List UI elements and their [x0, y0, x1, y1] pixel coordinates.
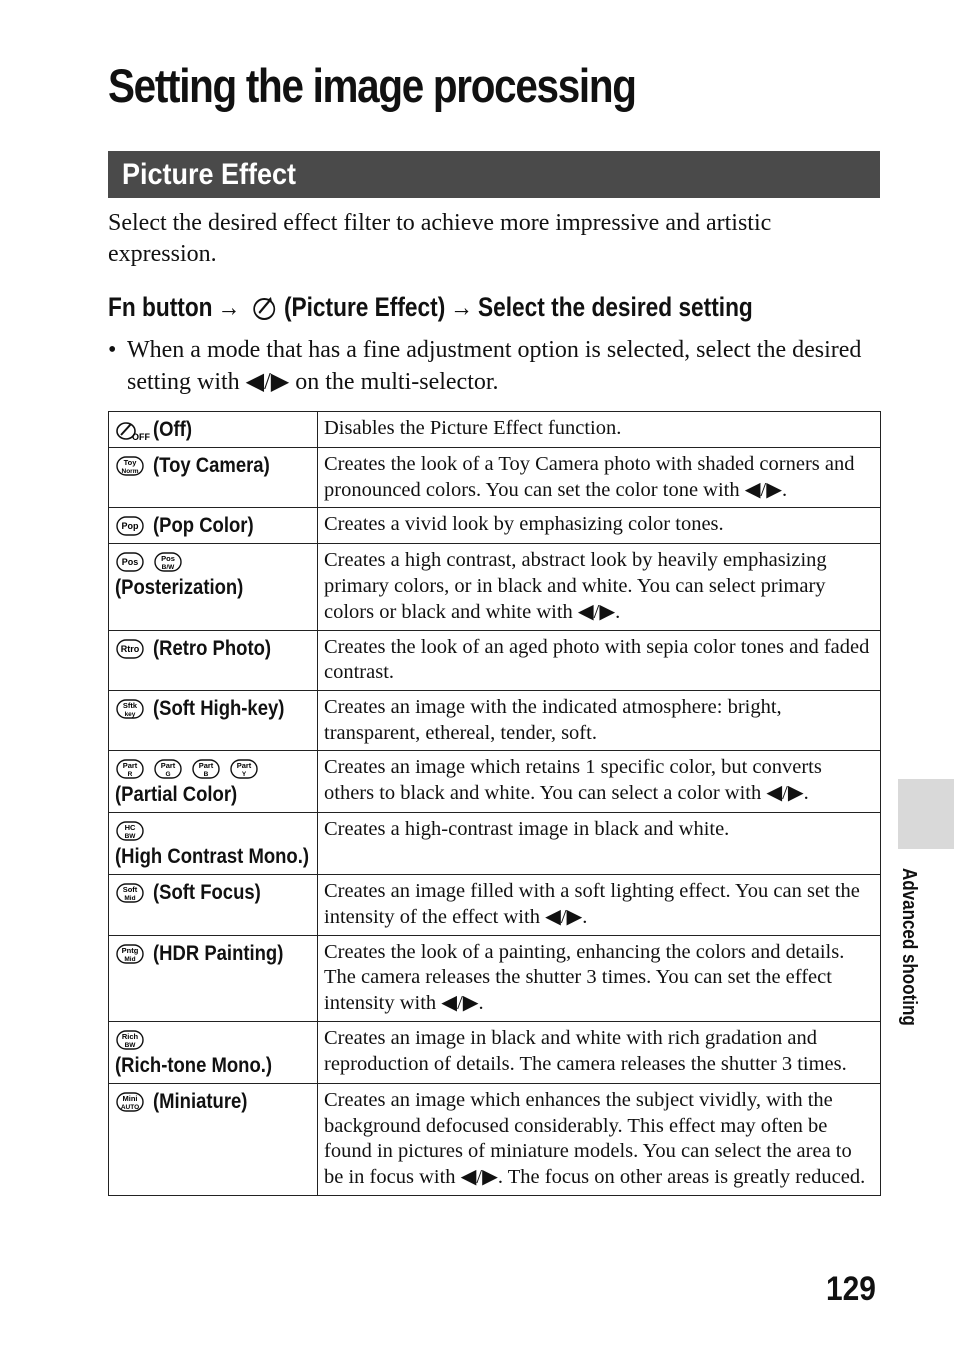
- effect-name-cell: [109, 875, 318, 935]
- effect-icon: [115, 455, 145, 477]
- effect-description: Creates an image with the indicated atmosphere: bright, transparent, ethereal, tender, soft.: [318, 690, 881, 750]
- effect-name: (High Contrast Mono.): [115, 845, 310, 869]
- fn-button-label: Fn button: [108, 292, 213, 322]
- effect-icon: [115, 882, 145, 904]
- table-row: [109, 1083, 881, 1195]
- svg-text:Rich: Rich: [121, 1031, 139, 1041]
- svg-text:OFF: OFF: [132, 432, 150, 442]
- svg-text:BW: BW: [124, 833, 136, 841]
- section-header: [108, 151, 880, 198]
- effect-description: Creates an image which enhances the subject vividly, with the background defocused considerably. This effect may often be found in pictures of miniature models. You can select the area to be in focus with ◀/▶. The focus on other areas is greatly reduced.: [318, 1083, 881, 1195]
- effect-name-cell: [109, 813, 318, 875]
- effect-description: Creates an image filled with a soft lighting effect. You can set the intensity of the effect with ◀/▶.: [318, 875, 881, 935]
- note-text: When a mode that has a fine adjustment option is selected, select the desired setting with ◀/▶ on the multi-selector.: [127, 337, 862, 395]
- effect-description: Creates a high contrast, abstract look by heavily emphasizing primary colors, or in black and white. You can select primary colors or black and white with ◀/▶.: [318, 544, 881, 630]
- table-row: [109, 412, 881, 448]
- effect-name: (Posterization): [115, 576, 244, 600]
- table-row: [109, 630, 881, 690]
- effect-name-cell: [109, 630, 318, 690]
- note-bullet: [108, 334, 868, 398]
- effects-table: [108, 411, 881, 1196]
- effect-name-cell: [109, 690, 318, 750]
- effect-name-cell: [109, 448, 318, 508]
- svg-text:Part: Part: [236, 761, 252, 771]
- svg-text:Sftk: Sftk: [122, 700, 138, 710]
- effect-icon: [115, 758, 145, 780]
- effect-name: (Miniature): [153, 1089, 248, 1113]
- arrow-icon: →: [217, 292, 241, 322]
- svg-text:Mid: Mid: [124, 955, 136, 963]
- table-row: [109, 1021, 881, 1083]
- effect-name: (Soft High-key): [153, 696, 285, 720]
- svg-text:BW: BW: [124, 1041, 136, 1049]
- table-row: [109, 690, 881, 750]
- intro-paragraph: Select the desired effect filter to achieve more impressive and artistic expression.: [108, 210, 772, 267]
- svg-text:Y: Y: [241, 771, 247, 779]
- effect-icon: [115, 943, 145, 965]
- effect-name-cell: [109, 1021, 318, 1083]
- effect-icon: [153, 758, 183, 780]
- select-setting-label: Select the desired setting: [478, 292, 753, 322]
- effect-description: Creates an image in black and white with rich gradation and reproduction of details. The camera releases the shutter 3 times.: [318, 1021, 881, 1083]
- svg-text:Norm: Norm: [121, 468, 139, 475]
- svg-text:Rtro: Rtro: [120, 643, 140, 654]
- table-row: [109, 544, 881, 630]
- effect-name-cell: [109, 751, 318, 813]
- table-row: [109, 935, 881, 1021]
- effect-name-cell: [109, 508, 318, 544]
- svg-text:B/W: B/W: [161, 564, 175, 572]
- effect-description: Creates an image which retains 1 specific color, but converts others to black and white. You can select a color with ◀/▶.: [318, 751, 881, 813]
- page-title: Setting the image processing: [108, 59, 636, 112]
- svg-text:Pntg: Pntg: [121, 945, 139, 955]
- svg-text:Toy: Toy: [123, 458, 137, 467]
- effect-name: (Pop Color): [153, 514, 254, 538]
- chapter-tab: [898, 779, 954, 849]
- svg-text:Part: Part: [160, 761, 176, 771]
- table-row: [109, 813, 881, 875]
- svg-text:key: key: [124, 710, 136, 718]
- picture-effect-label: (Picture Effect): [283, 292, 446, 322]
- effect-description: Creates a vivid look by emphasizing color tones.: [318, 508, 881, 544]
- svg-text:Pos: Pos: [161, 554, 175, 564]
- chapter-label: [893, 868, 923, 1068]
- effect-name: (Retro Photo): [153, 636, 272, 660]
- effect-name: (Partial Color): [115, 783, 238, 807]
- effect-name: (HDR Painting): [153, 941, 284, 965]
- effect-name: (Off): [153, 418, 192, 441]
- effect-icon: [115, 1029, 145, 1051]
- svg-text:G: G: [165, 771, 171, 779]
- effect-icon: [115, 515, 145, 537]
- effect-name-cell: [109, 412, 318, 448]
- effect-icon: [115, 1091, 145, 1113]
- arrow-icon: →: [450, 292, 473, 322]
- svg-text:Pop: Pop: [121, 521, 139, 532]
- svg-text:Part: Part: [122, 761, 138, 771]
- effect-icon: [153, 551, 183, 573]
- svg-text:Soft: Soft: [122, 885, 138, 895]
- effect-name: (Toy Camera): [153, 454, 270, 477]
- effect-icon: [115, 698, 145, 720]
- svg-text:Mid: Mid: [124, 895, 136, 903]
- svg-text:B: B: [203, 771, 209, 779]
- picture-effect-off-icon: [115, 419, 150, 442]
- page-number: 129: [826, 1270, 876, 1308]
- effect-icon: [115, 638, 145, 660]
- section-title: Picture Effect: [122, 158, 297, 191]
- effect-icon: [115, 820, 145, 842]
- effect-name: (Soft Focus): [153, 881, 261, 905]
- effect-description: Disables the Picture Effect function.: [318, 412, 881, 448]
- svg-text:Pos: Pos: [121, 557, 139, 568]
- effect-icon: [229, 758, 259, 780]
- fn-instruction: [108, 292, 753, 328]
- svg-text:Mini: Mini: [122, 1093, 138, 1103]
- svg-text:Part: Part: [198, 761, 214, 771]
- svg-text:HC: HC: [124, 823, 136, 833]
- table-row: [109, 751, 881, 813]
- table-row: [109, 875, 881, 935]
- effect-name-cell: [109, 544, 318, 630]
- chapter-label-text: Advanced shooting: [898, 868, 920, 1026]
- svg-text:R: R: [127, 771, 133, 779]
- effect-name-cell: [109, 1083, 318, 1195]
- effect-name-cell: [109, 935, 318, 1021]
- svg-text:AUTO: AUTO: [120, 1103, 140, 1111]
- effect-icon: [191, 758, 221, 780]
- effect-description: Creates the look of a Toy Camera photo with shaded corners and pronounced colors. You can set the color tone with ◀/▶.: [318, 448, 881, 508]
- table-row: [109, 448, 881, 508]
- table-row: [109, 508, 881, 544]
- effect-icon: [115, 551, 145, 573]
- effect-description: Creates the look of an aged photo with sepia color tones and faded contrast.: [318, 630, 881, 690]
- effect-description: Creates a high-contrast image in black and white.: [318, 813, 881, 875]
- effect-name: (Rich-tone Mono.): [115, 1053, 273, 1077]
- bullet-icon: •: [108, 337, 117, 363]
- picture-effect-icon: [252, 295, 277, 328]
- effect-description: Creates the look of a painting, enhancing the colors and details. The camera releases the shutter 3 times. You can set the effect intensity with ◀/▶.: [318, 935, 881, 1021]
